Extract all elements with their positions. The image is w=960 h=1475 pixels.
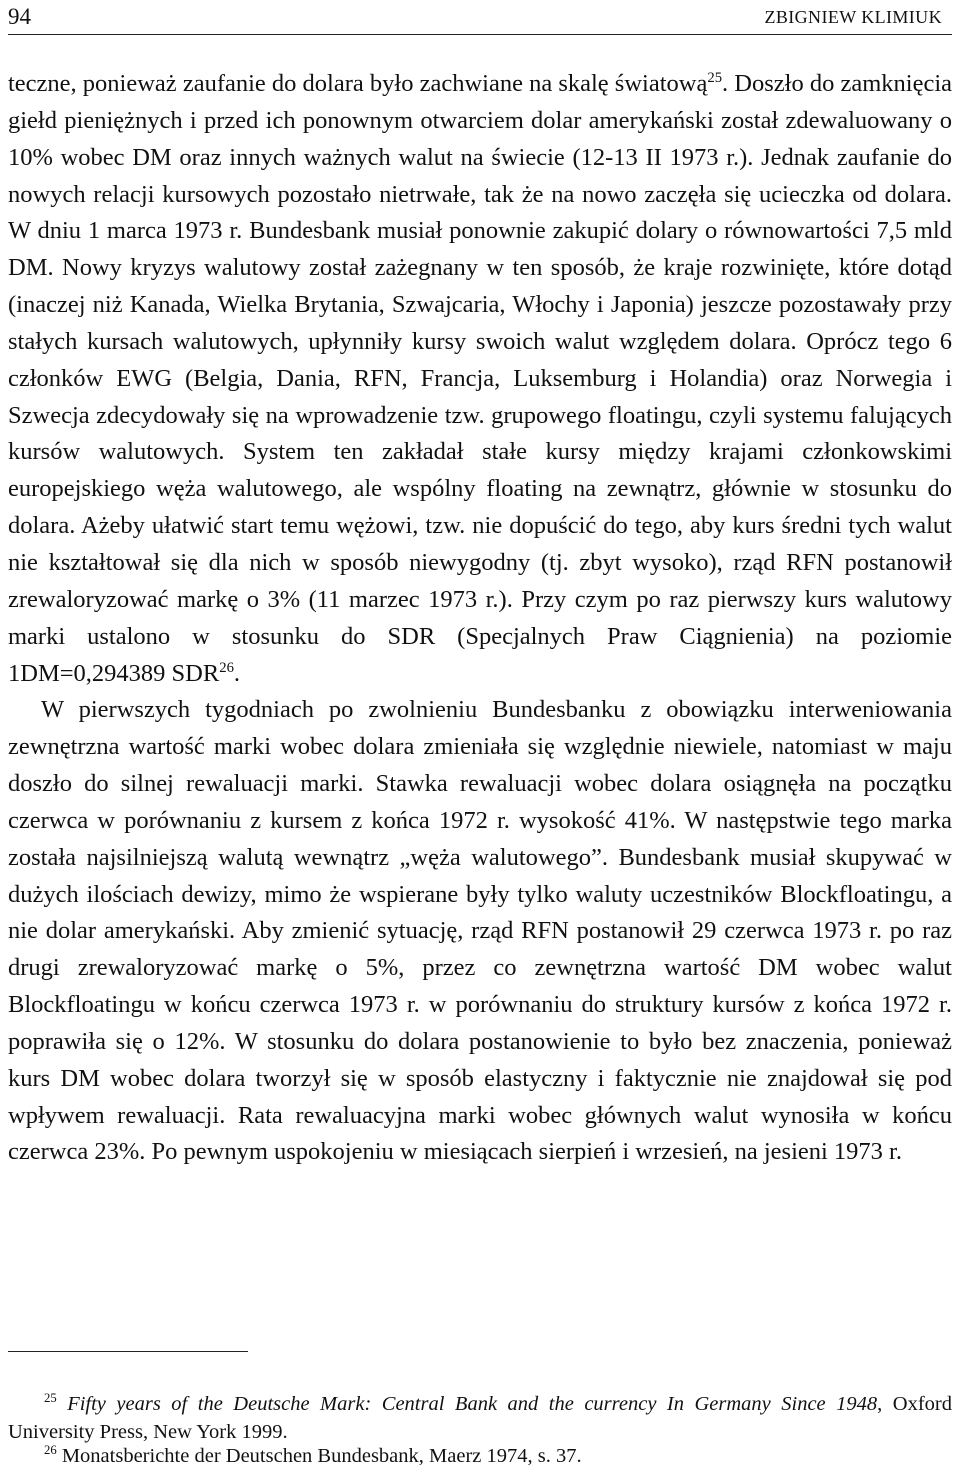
footnote-26 (8, 1442, 952, 1470)
footnote-publisher: , Oxford University Press, New York 1999. (8, 1393, 952, 1443)
footnotes (8, 1390, 952, 1470)
paragraph-1 (8, 66, 952, 692)
footnote-25 (8, 1390, 952, 1446)
footnote-marker: 25 (44, 1391, 57, 1406)
footnote-text: Monatsberichte der Deutschen Bundesbank, Maerz 1974, s. 37. (61, 1445, 582, 1467)
page-number: 94 (8, 4, 31, 29)
footnote-separator (8, 1351, 248, 1352)
paragraph-1-part-3: . (233, 659, 241, 687)
footnote-title: Fifty years of the Deutsche Mark: Central Bank and the currency In Germany Since 1948 (67, 1393, 878, 1415)
running-head: ZBIGNIEW KLIMIUK (764, 6, 942, 27)
page-header (8, 0, 952, 35)
paragraph-1-part-1: teczne, ponieważ zaufanie do dolara było zachwiane na skalę światową (8, 70, 708, 97)
footnote-ref-26: 26 (219, 659, 234, 676)
footnote-marker: 26 (44, 1443, 57, 1458)
paragraph-2: W pierwszych tygodniach po zwolnieniu Bundesbanku z obowiązku interweniowania zewnętrzna wartość marki wobec dolara zmieniała się względnie niewiele, natomiast w maju doszło do silnej rewaluacji marki. Stawka rewaluacji wobec dolara osiągnęła na początku czerwca w porównaniu z kursem z końca 1972 r. wysokość 41%. W następstwie tego marka została najsilniejszą walutą wewnątrz „węża walutowego”. Bundesbank musiał skupywać w dużych ilościach dewizy, mimo że wspierane były tylko waluty uczestników Blockfloatingu, a nie dolar amerykański. Aby zmienić sytuację, rząd RFN postanowił 29 czerwca 1973 r. po raz drugi zrewaloryzować markę o 5%, przez co zewnętrzna wartość DM wobec walut Blockfloatingu w końcu czerwca 1973 r. w porównaniu do struktury kursów z końca 1972 r. poprawiła się o 12%. W stosunku do dolara postanowienie to było bez znaczenia, ponieważ kurs DM wobec dolara tworzył się w sposób elastyczny i faktycznie nie znajdował się pod wpływem rewaluacji. Rata rewaluacyjna marki wobec głównych walut wynosiła w końcu czerwca 23%. Po pewnym uspokojeniu w miesiącach sierpień i wrzesień, na jesieni 1973 r. (8, 696, 952, 1166)
footnote-ref-25: 25 (707, 69, 723, 86)
paragraph-1-part-2: . Doszło do zamknięcia giełd pieniężnych i przed ich ponownym otwarciem dolar amerykański został zdewaluowany o 10% wobec DM oraz innych ważnych walut na świecie (12-13 II 1973 r.). Jednak zaufanie do nowych relacji kursowych pozostało nietrwałe, tak że na nowo zaczęła się ucieczka od dolara. W dniu 1 marca 1973 r. Bundesbank musiał ponownie zakupić dolary o równowartości 7,5 mld DM. Nowy kryzys walutowy został zażegnany w ten sposób, że kraje rozwinięte, które dotąd (inaczej niż Kanada, Wielka Brytania, Szwajcaria, Włochy i Japonia) jeszcze pozostawały przy stałych kursach walutowych, upłynniły kursy swoich walut względem dolara. Oprócz tego 6 członków EWG (Belgia, Dania, RFN, Francja, Luksemburg i Holandia) oraz Norwegia i Szwecja zdecydowały się na wprowadzenie tzw. grupowego floatingu, czyli systemu falujących kursów walutowych. System ten zakładał stałe kursy między krajami członkowskimi europejskiego węża walutowego, ale wspólny floating na zewnątrz, głównie w stosunku do dolara. Ażeby ułatwić start temu wężowi, tzw. nie dopuścić do tego, aby kurs średni tych walut nie kształtował się dla nich w sposób niewygodny (tj. zbyt wysoko), rząd RFN postanowił zrewaloryzować markę o 3% (11 marzec 1973 r.). Przy czym po raz pierwszy kurs walutowy marki ustalono w stosunku do SDR (Specjalnych Praw Ciągnienia) na poziomie 1DM=0,294389 SDR (8, 70, 953, 687)
body-text (8, 66, 952, 1171)
